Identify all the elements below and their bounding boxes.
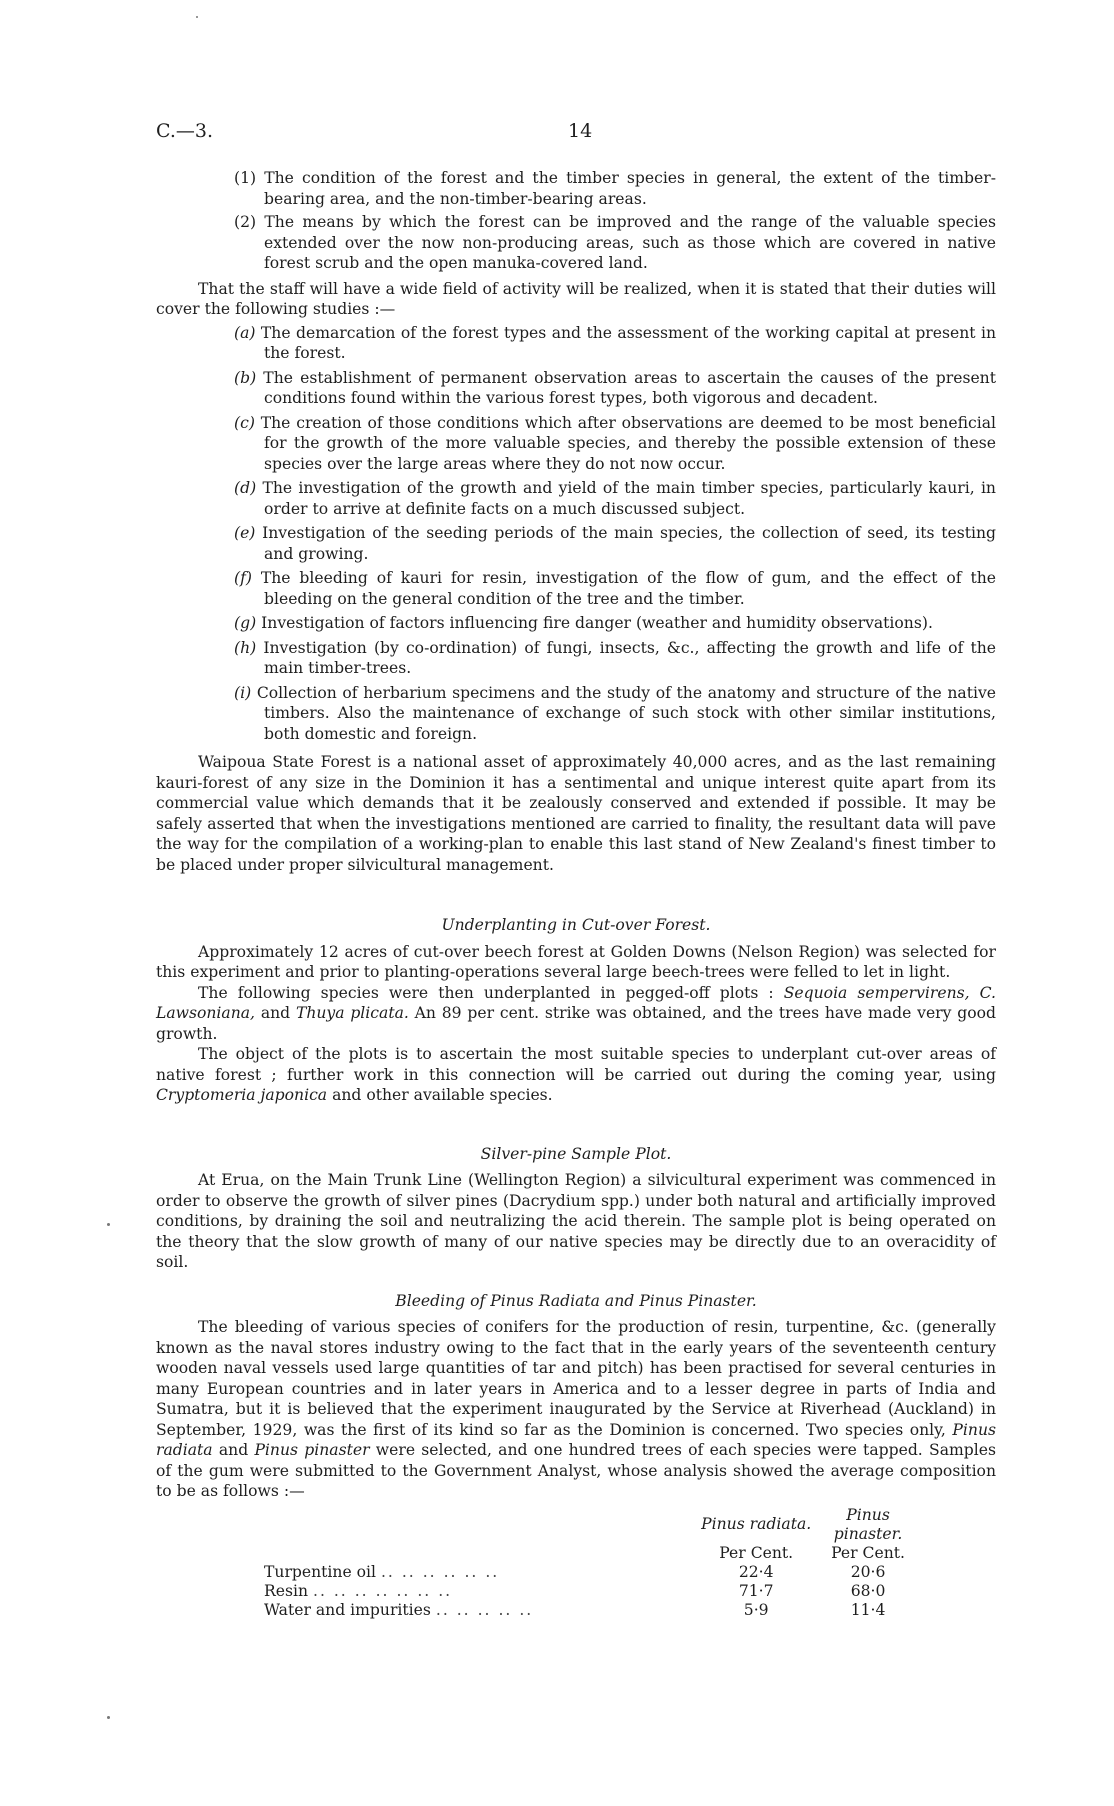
value-radiata: 5·9 — [743, 1600, 769, 1619]
waipoua-paragraph: Waipoua State Forest is a national asset of approximately 40,000 acres, and as the last remaining kauri-forest of any size in the Dominion it has a sentimental and unique interest quite apart from its commercial value which demands that it be zealously conserved and extended if possible. It may be safely asserted that when the investigations mentioned are carried to finality, the resultant data will pave the way for the compilation of a working-plan to enable this last stand of New Zealand's finest timber to be placed under proper silvicultural management. — [156, 753, 996, 874]
study-item: (f) The bleeding of kauri for resin, investigation of the flow of gum, and the effect of the bleeding on the general condition of the tree and the timber. — [234, 569, 996, 608]
study-item: (h) Investigation (by co-ordination) of fungi, insects, &c., affecting the growth and life of the main timber-trees. — [234, 638, 996, 677]
unit-radiata: Per Cent. — [719, 1543, 794, 1562]
study-item: (i) Collection of herbarium specimens and the study of the anatomy and structure of the native timbers. Also the maintenance of exchange of such stock with other similar institutions, both domestic and foreign. — [234, 683, 996, 743]
underplanting-heading: Underplanting in Cut-over Forest. — [441, 916, 711, 934]
study-item: (b) The establishment of permanent observation areas to ascertain the causes of the present conditions found within the various forest types, both vigorous and decadent. — [234, 368, 996, 407]
row-label: Water and impurities — [264, 1600, 431, 1619]
study-item: (d) The investigation of the growth and yield of the main timber species, particularly kauri, in order to arrive at definite facts on a much discussed subject. — [234, 479, 996, 518]
table-row — [264, 1582, 924, 1601]
silver-pine-heading: Silver-pine Sample Plot. — [480, 1144, 672, 1163]
study-item: (g) Investigation of factors influencing fire danger (weather and humidity observations). — [234, 614, 933, 632]
underplanting-paragraph-1: Approximately 12 acres of cut-over beech forest at Golden Downs (Nelson Region) was selected for this experiment and prior to planting-operations several large beech-trees were felled to let in light. — [156, 942, 996, 981]
bleeding-heading: Bleeding of Pinus Radiata and Pinus Pinaster. — [395, 1291, 757, 1310]
composition-table — [264, 1506, 924, 1620]
staff-paragraph: That the staff will have a wide field of activity will be realized, when it is stated that their duties will cover the following studies :— — [156, 279, 996, 318]
value-radiata: 22·4 — [738, 1562, 774, 1581]
intro-item: (1) The condition of the forest and the timber species in general, the extent of the timber-bearing area, and the non-timber-bearing areas. — [234, 169, 996, 208]
study-item: (e) Investigation of the seeding periods of the main species, the collection of seed, its testing and growing. — [234, 524, 996, 563]
scan-speck — [107, 1223, 110, 1226]
row-label: Resin — [264, 1581, 309, 1600]
scan-speck — [107, 1716, 110, 1719]
study-item: (c) The creation of those conditions which after observations are deemed to be most beneficial for the growth of the more valuable species, and thereby the possible extension of these species over the large areas where they do not now occur. — [234, 413, 996, 473]
table-row — [264, 1563, 924, 1582]
underplanting-paragraph-2: The following species were then underplanted in pegged-off plots : Sequoia sempervirens, C. Lawsoniana, and Thuya plicata. An 89 per cent. strike was obtained, and the trees have made very good growth. — [156, 983, 996, 1043]
table-header-row — [264, 1506, 924, 1544]
leader-dots: .. .. .. .. .. — [435, 1600, 534, 1619]
table-row — [264, 1601, 924, 1620]
value-pinaster: 68·0 — [850, 1581, 886, 1600]
leader-dots: .. .. .. .. .. .. — [380, 1562, 500, 1581]
unit-pinaster: Per Cent. — [831, 1543, 905, 1562]
bleeding-paragraph: The bleeding of various species of conifers for the production of resin, turpentine, &c. (generally known as the naval stores industry owing to the fact that in the early years of the seventeenth century wooden naval vessels used large quantities of tar and pitch) has been practised for several centuries in many European countries and in later years in America and to a lesser degree in parts of India and Sumatra, but it is believed that the experiment inaugurated by the Service at Riverhead (Auckland) in September, 1929, was the first of its kind so far as the Dominion is concerned. Two species only, Pinus radiata and Pinus pinaster were selected, and one hundred trees of each species were tapped. Samples of the gum were submitted to the Government Analyst, whose analysis showed the average composition to be as follows :— — [156, 1318, 996, 1500]
row-label: Turpentine oil — [264, 1562, 376, 1581]
column-header-radiata: Pinus radiata. — [701, 1515, 812, 1533]
page-body — [156, 168, 996, 1620]
study-item: (a) The demarcation of the forest types and the assessment of the working capital at present in the forest. — [234, 323, 996, 362]
value-pinaster: 20·6 — [850, 1562, 886, 1581]
report-code: C.—3. — [156, 120, 214, 142]
value-pinaster: 11·4 — [850, 1600, 886, 1619]
silver-pine-paragraph: At Erua, on the Main Trunk Line (Wellington Region) a silvicultural experiment was commenced in order to observe the growth of silver pines (Dacrydium spp.) under both natural and artificially improved conditions, by draining the soil and neutralizing the acid therein. The sample plot is being operated on the theory that the slow growth of many of our native species may be directly due to an overacidity of soil. — [156, 1171, 996, 1271]
column-header-pinaster: Pinus pinaster. — [833, 1505, 903, 1543]
scan-speck — [196, 16, 198, 18]
intro-item: (2) The means by which the forest can be improved and the range of the valuable species extended over the now non-producing areas, such as those which are covered in native forest scrub and the open manuka-covered land. — [234, 213, 996, 272]
page-number: 14 — [568, 120, 593, 142]
table-units-row — [264, 1544, 924, 1563]
leader-dots: .. .. .. .. .. .. .. — [312, 1581, 453, 1600]
underplanting-paragraph-3: The object of the plots is to ascertain the most suitable species to underplant cut-over areas of native forest ; further work in this connection will be carried out during the coming year, using Cryptomeria japonica and other available species. — [156, 1045, 996, 1104]
value-radiata: 71·7 — [738, 1581, 774, 1600]
